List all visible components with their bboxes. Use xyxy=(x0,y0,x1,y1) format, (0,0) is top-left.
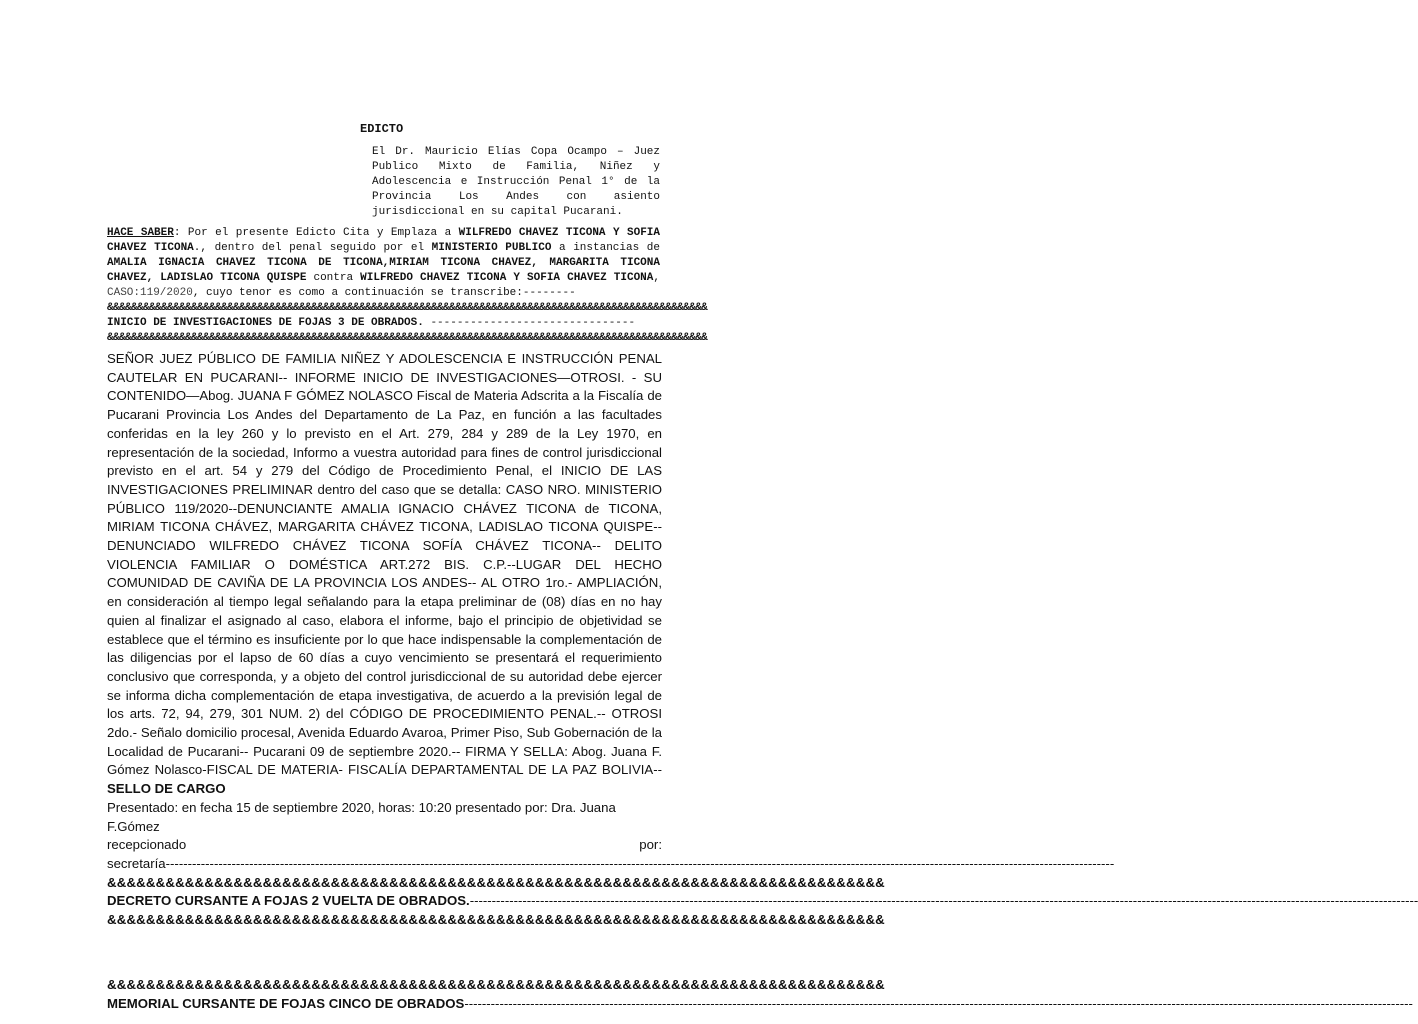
inicio-heading-line: INICIO DE INVESTIGACIONES DE FOJAS 3 DE OBRADOS. ------------------------------- xyxy=(107,317,636,329)
secretaria-label: secretaría xyxy=(107,855,166,871)
sello-de-cargo: SELLO DE CARGO xyxy=(107,781,226,797)
inicio-heading: INICIO DE INVESTIGACIONES DE FOJAS 3 DE OBRADOS. xyxy=(107,317,424,329)
document-title: EDICTO xyxy=(360,122,404,136)
ampersand-separator: &&&&&&&&&&&&&&&&&&&&&&&&&&&&&&&&&&&&&&&&&&&&&&&&&&&&&&&&&&&&&&&&&&&&&&&&&&&&&&&&&&&&&&&&&&&&&&&&&&&& xyxy=(107,302,708,314)
prosecutor-party: MINISTERIO PUBLICO xyxy=(431,242,552,254)
recepcionado-line xyxy=(107,836,662,855)
por-label: por: xyxy=(639,837,662,853)
secretaria-line: secretaría ------------------------------------------------------------------------------------------------------------------------------------------------------------------------------------------------------------------------ xyxy=(107,855,662,874)
main-text-block xyxy=(107,350,1418,1013)
hace-saber-paragraph: HACE SABER: Por el presente Edicto Cita y Emplaza a WILFREDO CHAVEZ TICONA Y SOFIA CHAVEZ TICONA., dentro del penal seguido por el MINISTERIO PUBLICO a instancias de AMALIA IGNACIA CHAVEZ TICONA DE TICONA,MIRIAM TICONA CHAVEZ, MARGARITA TICONA CHAVEZ, LADISLAO TICONA QUISPE contra WILFREDO CHAVEZ TICONA Y SOFIA CHAVEZ TICONA, CASO:119/2020, cuyo tenor es como a continuación se transcribe:-------- xyxy=(107,227,660,299)
complainant-parties: AMALIA IGNACIA CHAVEZ TICONA DE TICONA,MIRIAM TICONA CHAVEZ, MARGARITA TICONA CHAVEZ, LADISLAO TICONA QUISPE xyxy=(107,257,660,284)
summoned-parties: WILFREDO CHAVEZ TICONA Y SOFIA CHAVEZ TICONA xyxy=(107,227,660,254)
accused-parties: WILFREDO CHAVEZ TICONA Y SOFIA CHAVEZ TICONA xyxy=(360,272,654,284)
ampersand-separator: &&&&&&&&&&&&&&&&&&&&&&&&&&&&&&&&&&&&&&&&&&&&&&&&&&&&&&&&&&&&&&&&&&&&&&&&&&&&&&&& xyxy=(107,912,885,928)
judge-intro: El Dr. Mauricio Elías Copa Ocampo – Juez Publico Mixto de Familia, Niñez y Adolescencia e Instrucción Penal 1° de la Provincia Los Andes con asiento jurisdiccional en su capital Pucarani. xyxy=(372,146,660,218)
memorial-heading-line: MEMORIAL CURSANTE DE FOJAS CINCO DE OBRADOS ------------------------------------------------------------------------------------------------------------------------------------------------------------------------------------------------------------------------ xyxy=(107,995,662,1014)
case-number: CASO:119/2020 xyxy=(107,287,193,299)
presentado-line: Presentado: en fecha 15 de septiembre 2020, horas: 10:20 presentado por: Dra. Juana F.Gómez xyxy=(107,799,616,834)
investigation-report-paragraph: SEÑOR JUEZ PÚBLICO DE FAMILIA NIÑEZ Y ADOLESCENCIA E INSTRUCCIÓN PENAL CAUTELAR EN PUCARANI-- INFORME INICIO DE INVESTIGACIONES—OTROSI. - SU CONTENIDO—Abog. JUANA F GÓMEZ NOLASCO Fiscal de Materia Adscrita a la Fiscalía de Pucarani Provincia Los Andes del Departamento de La Paz, en función a las facultades conferidas en la ley 260 y lo previsto en el Art. 279, 284 y 289 de la Ley 1970, en representación de la sociedad, Informo a vuestra autoridad para fines de control jurisdiccional previsto en el art. 54 y 279 del Código de Procedimiento Penal, el INICIO DE LAS INVESTIGACIONES PRELIMINAR dentro del caso que se detalla: CASO NRO. MINISTERIO PÚBLICO 119/2020--DENUNCIANTE AMALIA IGNACIO CHÁVEZ TICONA de TICONA, MIRIAM TICONA CHÁVEZ, MARGARITA CHÁVEZ TICONA, LADISLAO TICONA QUISPE--DENUNCIADO WILFREDO CHÁVEZ TICONA SOFÍA CHÁVEZ TICONA-- DELITO VIOLENCIA FAMILIAR O DOMÉSTICA ART.272 BIS. C.P.--LUGAR DEL HECHO COMUNIDAD DE CAVIÑA DE LA PROVINCIA LOS ANDES-- AL OTRO 1ro.- AMPLIACIÓN, en consideración al tiempo legal señalando para la etapa preliminar de (08) días en no hay quien al finalizar el asignado al caso, elabora el informe, bajo el principio de objetividad se establece que el término es insuficiente por lo que hace indispensable la complementación de las diligencias por el lapso de 60 días a cuyo vencimiento se presentará el requerimiento conclusivo que corresponda, y a objeto del control jurisdiccional de su autoridad debe ejercer se informa dicha complementación de etapa investigativa, de acuerdo a la previsión legal de los arts. 72, 94, 279, 301 NUM. 2) del CÓDIGO DE PROCEDIMIENTO PENAL.-- OTROSI 2do.- Señalo domicilio procesal, Avenida Eduardo Avaroa, Primer Piso, Sub Gobernación de la Localidad de Pucarani-- Pucarani 09 de septiembre 2020.-- FIRMA Y SELLA: Abog. Juana F. Gómez Nolasco-FISCAL DE MATERIA- FISCALÍA DEPARTAMENTAL DE LA PAZ BOLIVIA-- SELLO DE CARGO xyxy=(107,351,662,797)
edict-notice-block xyxy=(107,226,708,346)
decreto-heading-line: DECRETO CURSANTE A FOJAS 2 VUELTA DE OBRADOS. ------------------------------------------------------------------------------------------------------------------------------------------------------------------------------------------------------------------------ xyxy=(107,892,662,911)
decreto-heading: DECRETO CURSANTE A FOJAS 2 VUELTA DE OBRADOS. xyxy=(107,893,470,909)
memorial-heading: MEMORIAL CURSANTE DE FOJAS CINCO DE OBRADOS xyxy=(107,995,465,1011)
recepcionado-label: recepcionado xyxy=(107,837,187,853)
ampersand-separator: &&&&&&&&&&&&&&&&&&&&&&&&&&&&&&&&&&&&&&&&&&&&&&&&&&&&&&&&&&&&&&&&&&&&&&&&&&&&&&&& xyxy=(107,874,885,890)
ampersand-separator: &&&&&&&&&&&&&&&&&&&&&&&&&&&&&&&&&&&&&&&&&&&&&&&&&&&&&&&&&&&&&&&&&&&&&&&&&&&&&&&&&&&&&&&&&&&&&&&&&&&& xyxy=(107,332,708,344)
ampersand-separator: &&&&&&&&&&&&&&&&&&&&&&&&&&&&&&&&&&&&&&&&&&&&&&&&&&&&&&&&&&&&&&&&&&&&&&&&&&&&&&&& xyxy=(107,976,885,992)
hace-saber-label: HACE SABER xyxy=(107,227,174,239)
